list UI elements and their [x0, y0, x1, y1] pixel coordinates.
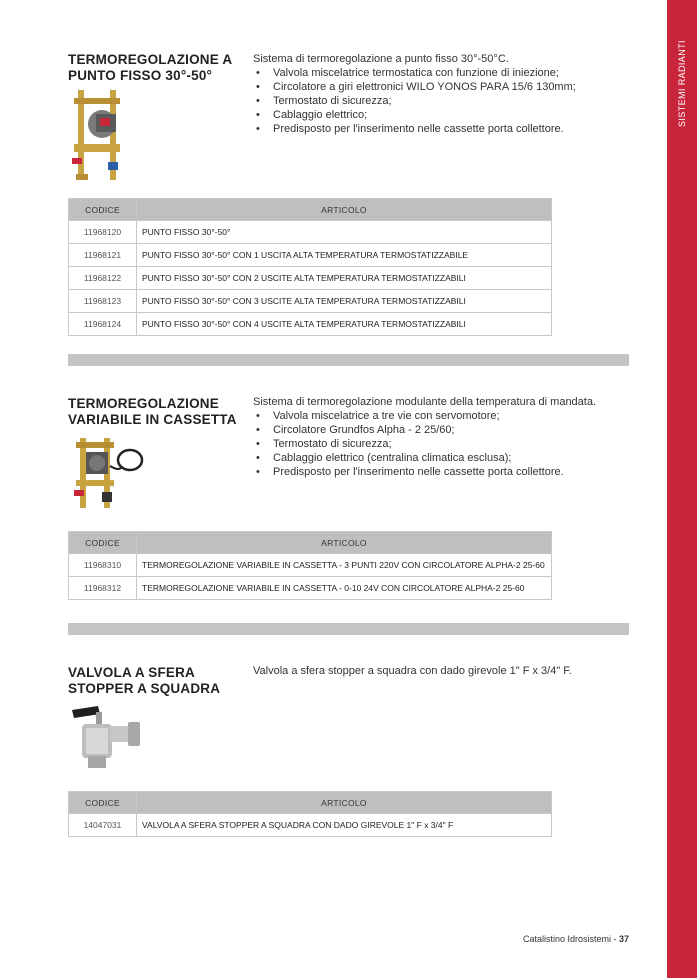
table-row	[69, 267, 552, 290]
row-code: 11968123	[69, 290, 137, 313]
column-header-article: ARTICOLO	[137, 532, 552, 554]
section-2-bullet: • Predisposto per l'inserimento nelle cassette porta collettore.	[253, 465, 596, 479]
section-2-table	[68, 531, 552, 600]
row-code: 11968312	[69, 577, 137, 600]
section-3-description	[253, 664, 572, 678]
column-header-article: ARTICOLO	[137, 199, 552, 221]
row-article: PUNTO FISSO 30°-50° CON 3 USCITE ALTA TEMPERATURA TERMOSTATIZZABILI	[137, 290, 552, 313]
table-row	[69, 577, 552, 600]
section-1-product-image	[70, 88, 132, 189]
table-row	[69, 814, 552, 837]
column-header-article: ARTICOLO	[137, 792, 552, 814]
section-2-description	[253, 395, 596, 479]
section-2-bullet: • Valvola miscelatrice a tre vie con servomotore;	[253, 409, 596, 423]
section-divider	[68, 354, 629, 366]
row-article: PUNTO FISSO 30°-50°	[137, 221, 552, 244]
section-2-title: TERMOREGOLAZIONE VARIABILE IN CASSETTA	[68, 396, 237, 427]
table-row	[69, 290, 552, 313]
section-1-bullet: • Circolatore a giri elettronici WILO YONOS PARA 15/6 130mm;	[253, 80, 576, 94]
column-header-code: CODICE	[69, 792, 137, 814]
table-row	[69, 313, 552, 336]
row-article: VALVOLA A SFERA STOPPER A SQUADRA CON DADO GIREVOLE 1" F x 3/4" F	[137, 814, 552, 837]
section-2-bullet: • Termostato di sicurezza;	[253, 437, 596, 451]
section-1-table	[68, 198, 552, 336]
section-1-bullet: • Predisposto per l'inserimento nelle cassette porta collettore.	[253, 122, 576, 136]
table-row	[69, 244, 552, 267]
row-code: 11968121	[69, 244, 137, 267]
side-tab-label: SISTEMI RADIANTI	[677, 40, 687, 127]
side-tab	[667, 0, 697, 978]
section-1-title: TERMOREGOLAZIONE A PUNTO FISSO 30°-50°	[68, 52, 233, 83]
section-1-description	[253, 52, 576, 136]
section-2-intro: Sistema di termoregolazione modulante della temperatura di mandata.	[253, 396, 597, 408]
row-code: 14047031	[69, 814, 137, 837]
section-2-bullet: • Circolatore Grundfos Alpha - 2 25/60;	[253, 423, 596, 437]
page-number: 37	[618, 934, 629, 944]
section-1-intro: Sistema di termoregolazione a punto fisso 30°-50°C.	[253, 53, 509, 65]
section-3-title: VALVOLA A SFERA STOPPER A SQUADRA	[68, 665, 221, 696]
row-article: PUNTO FISSO 30°-50° CON 2 USCITE ALTA TEMPERATURA TERMOSTATIZZABILI	[137, 267, 552, 290]
section-1-bullet: • Termostato di sicurezza;	[253, 94, 576, 108]
section-3-intro: Valvola a sfera stopper a squadra con dado girevole 1" F x 3/4" F.	[253, 665, 572, 677]
footer-text: Catalistino Idrosistemi -	[522, 934, 619, 944]
section-2-bullet: • Cablaggio elettrico (centralina climatica esclusa);	[253, 451, 596, 465]
section-1-bullet: • Cablaggio elettrico;	[253, 108, 576, 122]
column-header-code: CODICE	[69, 199, 137, 221]
column-header-code: CODICE	[69, 532, 137, 554]
table-row	[69, 554, 552, 577]
row-code: 11968310	[69, 554, 137, 577]
section-1-bullet: • Valvola miscelatrice termostatica con funzione di iniezione;	[253, 66, 576, 80]
section-divider	[68, 623, 629, 635]
section-3-product-image	[70, 704, 144, 775]
row-article: PUNTO FISSO 30°-50° CON 1 USCITA ALTA TEMPERATURA TERMOSTATIZZABILE	[137, 244, 552, 267]
section-2-product-image	[72, 432, 148, 517]
row-code: 11968122	[69, 267, 137, 290]
row-code: 11968124	[69, 313, 137, 336]
section-3-table	[68, 791, 552, 837]
row-code: 11968120	[69, 221, 137, 244]
row-article: PUNTO FISSO 30°-50° CON 4 USCITE ALTA TEMPERATURA TERMOSTATIZZABILI	[137, 313, 552, 336]
table-row	[69, 221, 552, 244]
row-article: TERMOREGOLAZIONE VARIABILE IN CASSETTA - 3 PUNTI 220V CON CIRCOLATORE ALPHA-2 25-60	[137, 554, 552, 577]
page-footer	[523, 934, 629, 944]
row-article: TERMOREGOLAZIONE VARIABILE IN CASSETTA - 0-10 24V CON CIRCOLATORE ALPHA-2 25-60	[137, 577, 552, 600]
